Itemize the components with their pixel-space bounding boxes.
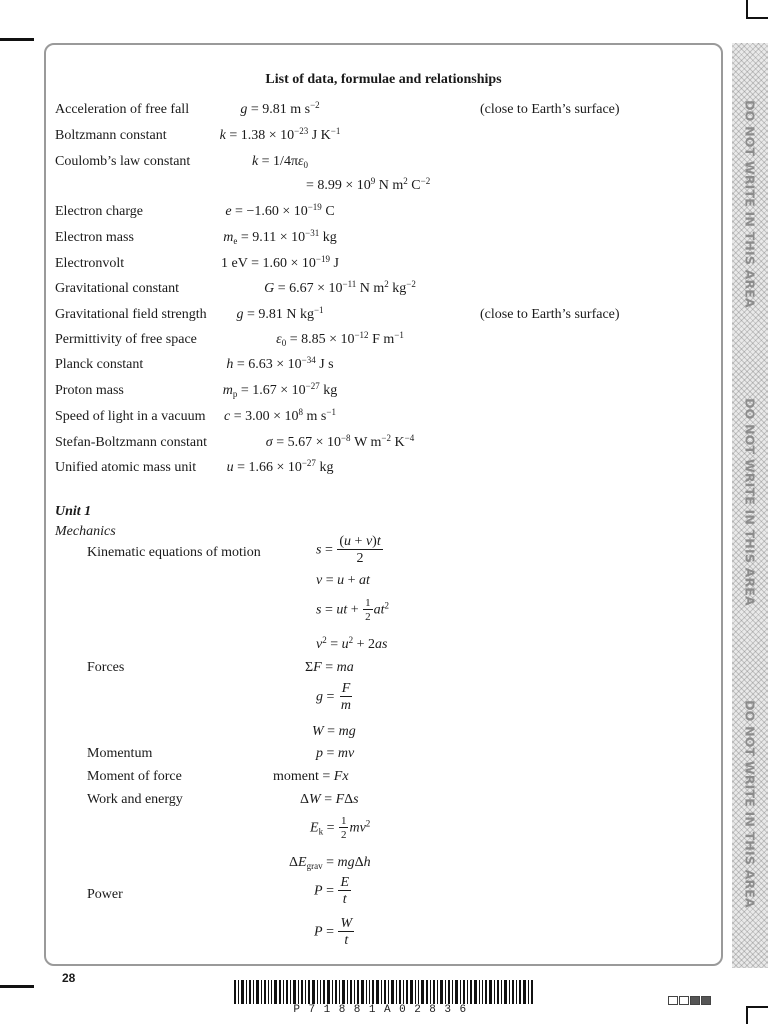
formula-v-squared: $v^2 = u^2 + 2as$ [316, 635, 388, 652]
constant-row [0, 332, 768, 352]
constant-note: (close to Earth’s surface) [480, 102, 620, 117]
constant-value: $\varepsilon_0 = 8.85 \times 10^{-12}$ F $m^{-1}$ [276, 330, 404, 348]
constant-row [0, 102, 768, 122]
unit-heading: Unit 1 [55, 504, 92, 519]
constant-value: $h = 6.63 \times 10^{-34}$ J s [226, 355, 334, 372]
formula-moment: moment = Fx [273, 769, 349, 784]
constant-value: $k = 1/4\pi\varepsilon_0$ [251, 154, 309, 170]
constant-name: Boltzmann constant [55, 128, 167, 143]
formula-s-average: s = $\frac{(u + v)t}{2}$ [316, 534, 381, 566]
formula-work: ΔW = FΔs [300, 792, 359, 807]
barcode-number: P71881A02836 [293, 1004, 475, 1016]
formula-power-w-t: P = $\frac{W}{t}$ [314, 916, 353, 948]
marker-box [690, 996, 700, 1005]
crop-mark-bottom-right-h [746, 1006, 768, 1008]
constant-name: Coulomb’s law constant [55, 154, 191, 169]
topic-momentum: Momentum [87, 746, 153, 761]
constant-value: = $8.99 \times 10^9$ N $m^2$ $C^{-2}$ [306, 176, 431, 193]
section-heading: Mechanics [55, 524, 116, 539]
crop-mark-top-right-v [746, 0, 748, 18]
constant-value: $u = 1.66 \times 10^{-27}$ kg [226, 458, 334, 475]
constant-name: Stefan-Boltzmann constant [55, 435, 208, 450]
barcode [234, 980, 534, 1004]
crop-mark-top-left [0, 38, 34, 41]
topic-forces: Forces [87, 660, 125, 675]
constant-value: $\sigma = 5.67 \times 10^{-8}$ W $m^{-2}$ $K^{-4}$ [265, 433, 415, 450]
topic-work-energy: Work and energy [87, 792, 183, 807]
topic-kinematics: Kinematic equations of motion [87, 545, 261, 560]
constant-row [0, 154, 768, 174]
formula-p-mv: p = mv [316, 746, 355, 761]
constant-row [0, 409, 768, 429]
constant-row [0, 460, 768, 480]
constant-name: Electronvolt [55, 256, 125, 271]
constant-name: Unified atomic mass unit [55, 460, 197, 475]
constant-value: g = 9.81 N $kg^{-1}$ [236, 305, 324, 322]
constant-name: Permittivity of free space [55, 332, 197, 347]
formula-v-uat: v = u + at [316, 573, 370, 588]
crop-mark-bottom-left [0, 985, 34, 988]
constant-name: Gravitational field strength [55, 307, 207, 322]
page-number: 28 [62, 971, 76, 985]
formula-g-f-m: g = $\frac{F}{m}$ [316, 681, 352, 713]
formula-grav-pe: $\Delta E_{grav} = mg\Delta h$ [289, 855, 371, 871]
constant-name: Planck constant [55, 357, 144, 372]
marker-box [668, 996, 678, 1005]
constant-row [0, 128, 768, 148]
constant-row [0, 204, 768, 224]
constant-value: $G = 6.67 \times 10^{-11}$ N $m^2$ $kg^{-2}$ [264, 279, 416, 296]
constant-row [0, 435, 768, 455]
constant-row [0, 230, 768, 250]
constant-row [0, 178, 768, 198]
crop-mark-top-right-h [746, 17, 768, 19]
constant-row [0, 357, 768, 377]
topic-moment: Moment of force [87, 769, 182, 784]
constant-name: Gravitational constant [55, 281, 180, 296]
constant-row [0, 281, 768, 301]
constant-value: $m_e = 9.11 \times 10^{-31}$ kg [223, 228, 337, 246]
formula-s-ut: s = ut + $\frac{1}{2}$ $at^2$ [316, 597, 390, 623]
constant-value: g = 9.81 m $s^{-2}$ [240, 100, 320, 117]
topic-power: Power [87, 887, 123, 902]
formula-sum-f: ΣF = ma [305, 660, 354, 675]
constant-name: Electron charge [55, 204, 143, 219]
moment-word: moment [273, 769, 319, 784]
constant-name: Acceleration of free fall [55, 102, 190, 117]
marker-box [701, 996, 711, 1005]
constant-note: (close to Earth’s surface) [480, 307, 620, 322]
constant-name: Speed of light in a vacuum [55, 409, 206, 424]
formula-power-e-t: P = $\frac{E}{t}$ [314, 875, 350, 907]
crop-mark-bottom-right-v [746, 1006, 748, 1024]
constant-row [0, 307, 768, 327]
constant-name: Electron mass [55, 230, 134, 245]
formula-w-mg: W = mg [312, 724, 356, 739]
constant-name: Proton mass [55, 383, 124, 398]
constant-value: $c = 3.00 \times 10^8$ m $s^{-1}$ [224, 407, 336, 424]
constant-value: $e = -1.60 \times 10^{-19}$ C [225, 202, 335, 219]
constant-row [0, 256, 768, 276]
page-title: List of data, formulae and relationships [265, 72, 502, 87]
formula-kinetic-energy: $E_k$ = $\frac{1}{2}$ $mv^2$ [310, 815, 371, 841]
constant-row [0, 383, 768, 403]
marker-box [679, 996, 689, 1005]
constant-value: $k = 1.38 \times 10^{-23}$ J $K^{-1}$ [219, 126, 341, 143]
constant-value: 1 eV = $1.60 \times 10^{-19}$ J [221, 254, 339, 271]
constant-value: $m_p = 1.67 \times 10^{-27}$ kg [222, 381, 338, 399]
